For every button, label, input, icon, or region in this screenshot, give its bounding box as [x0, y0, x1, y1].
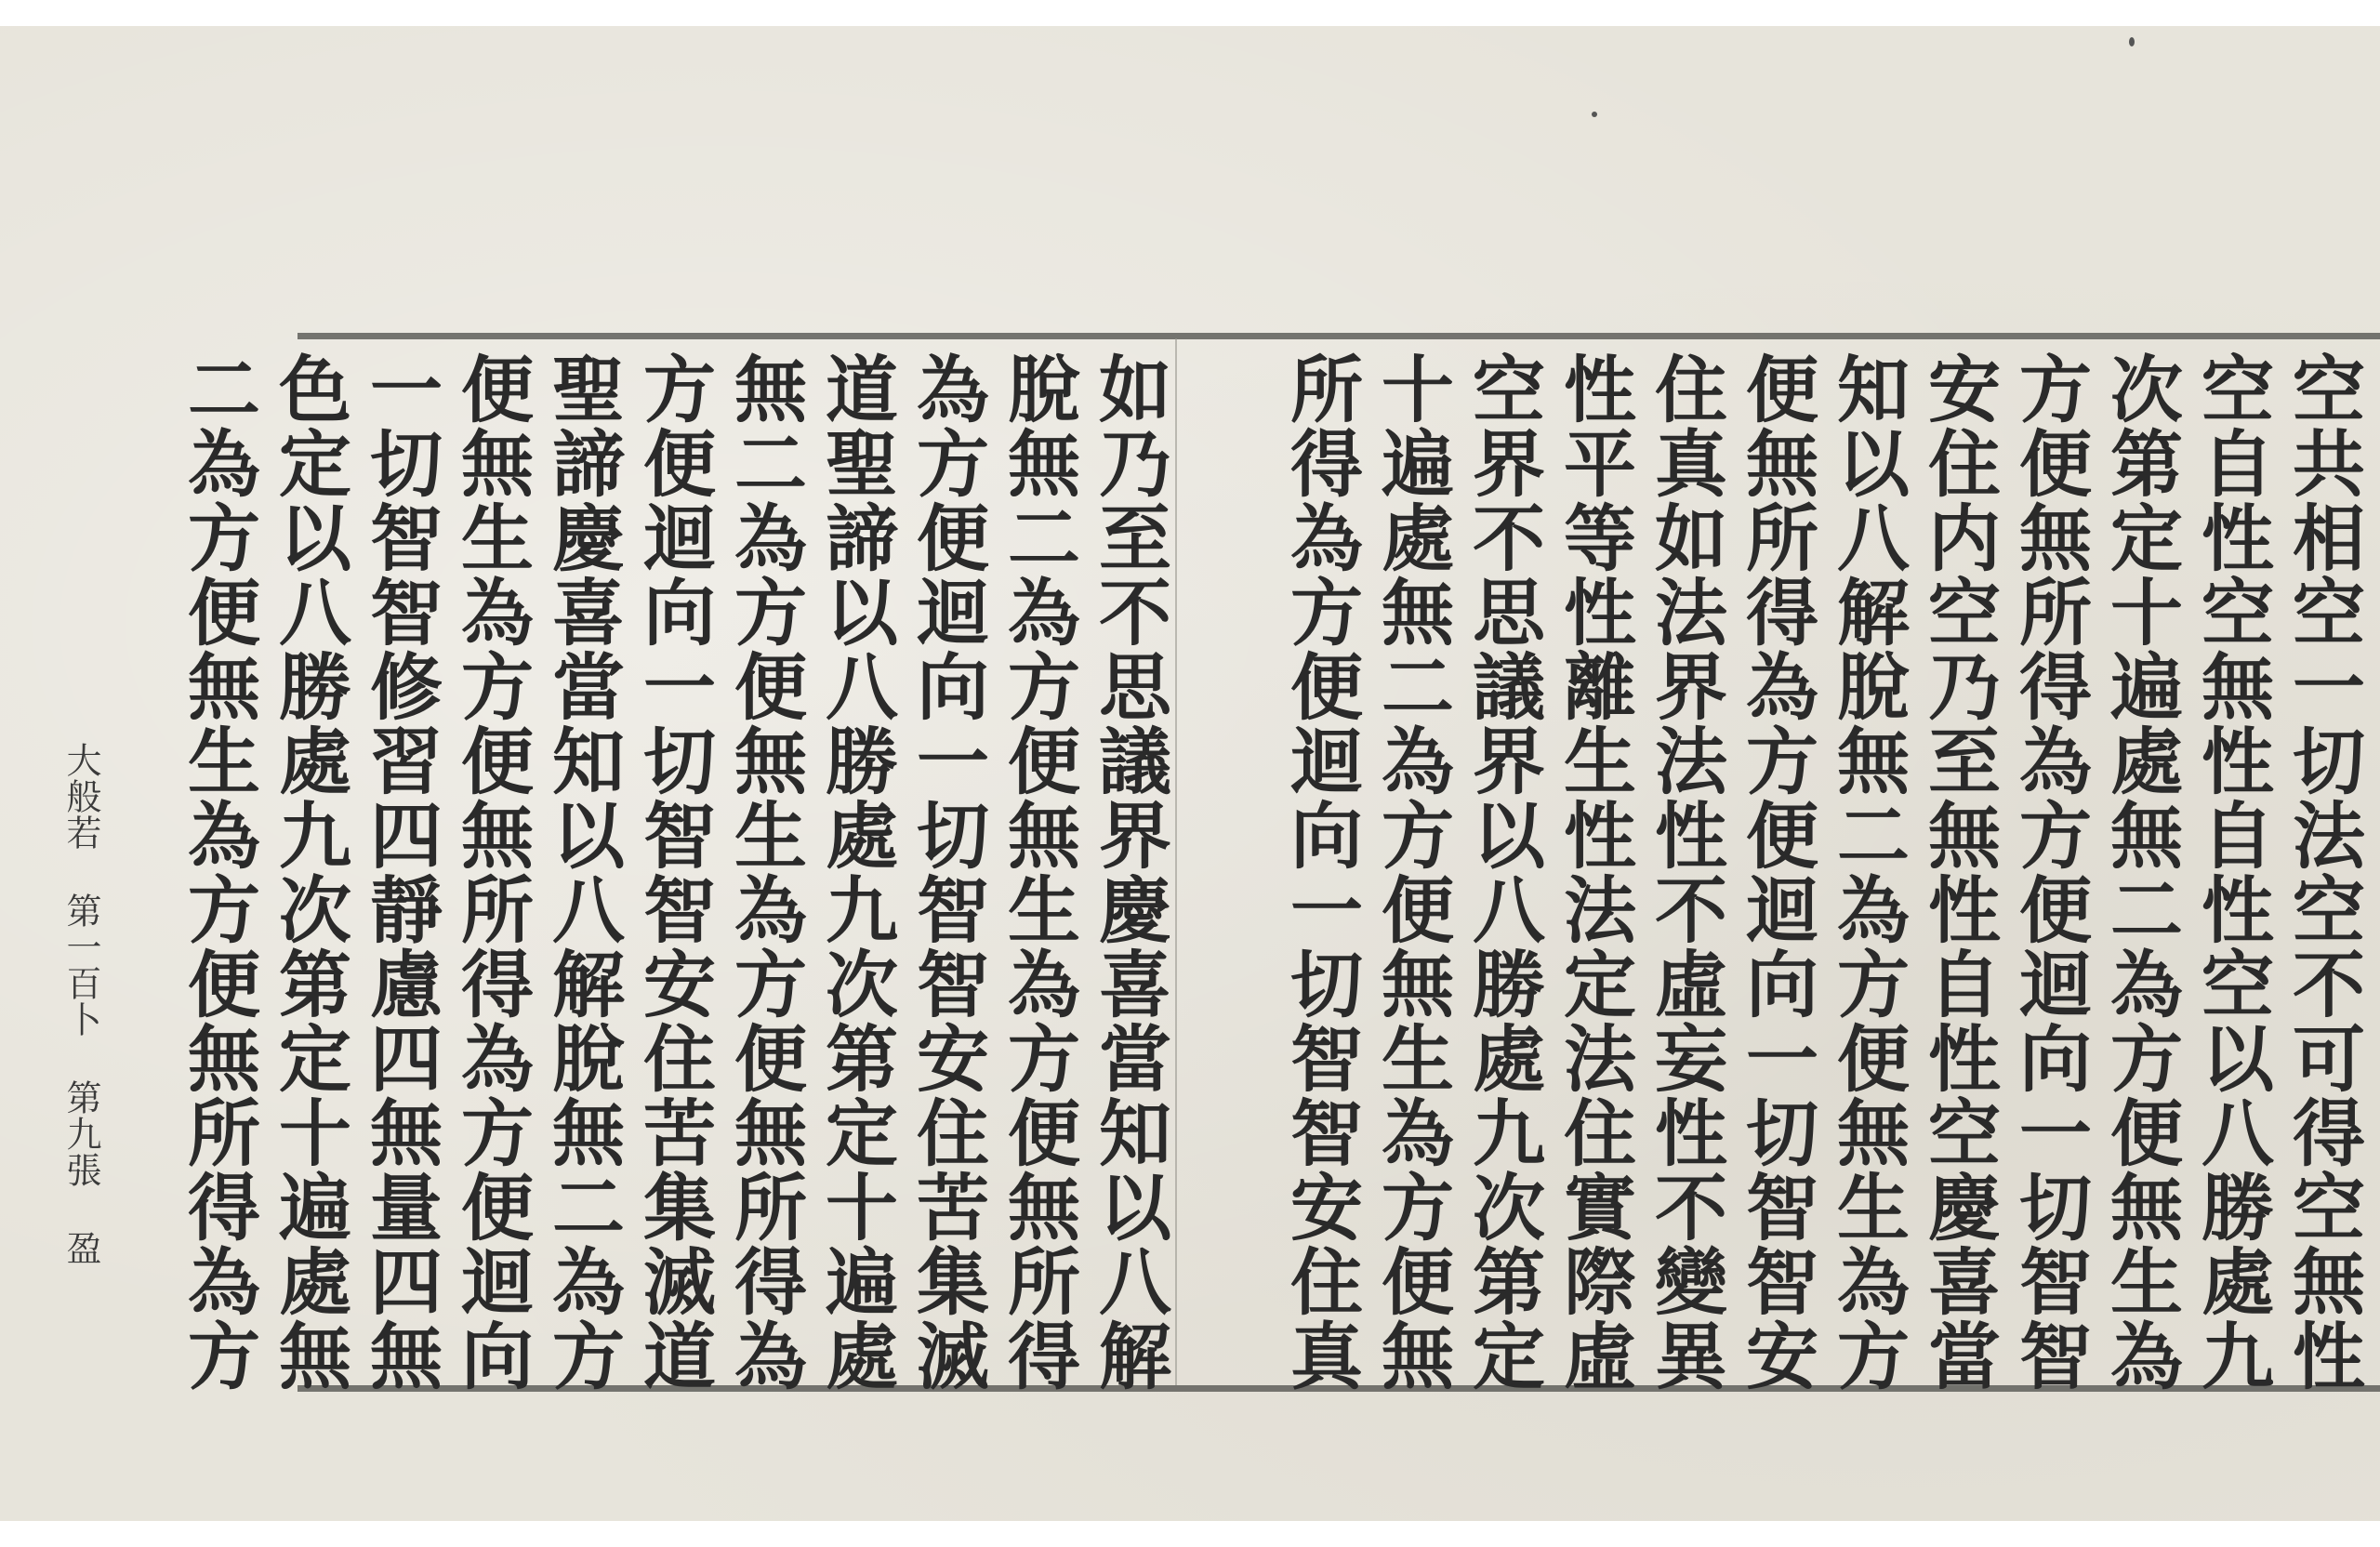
ink-speck — [2129, 37, 2135, 46]
text-column-19: 聖諦慶喜當知以八解脫無二為方 — [540, 351, 625, 1393]
text-column-23: 二為方便無生為方便無所得為方 — [176, 351, 260, 1393]
text-column-7: 便無所得為方便迴向一切智智安 — [1734, 351, 1818, 1393]
text-column-12: 所得為方便迴向一切智智安住真 — [1278, 351, 1363, 1393]
text-column-14: 脫無二為方便無生為方便無所得 — [996, 351, 1080, 1393]
marginal-note: 大般若 第一百卜 第九張 盈 — [60, 742, 101, 1266]
text-column-9: 性平等性離生性法定法住實際虛 — [1552, 351, 1636, 1393]
text-column-22: 色定以八勝處九次第定十遍處無 — [267, 351, 351, 1393]
frame-top-border — [298, 333, 2380, 339]
ink-speck — [1592, 112, 1597, 117]
text-column-4: 方便無所得為方便迴向一切智智 — [2007, 351, 2092, 1393]
text-column-10: 空界不思議界以八勝處九次第定 — [1461, 351, 1545, 1393]
text-column-18: 方便迴向一切智智安住苦集滅道 — [631, 351, 716, 1393]
text-column-3: 次第定十遍處無二為方便無生為 — [2098, 351, 2183, 1393]
text-column-21: 一切智智修習四靜慮四無量四無 — [358, 351, 443, 1393]
text-column-6: 知以八解脫無二為方便無生為方 — [1825, 351, 1910, 1393]
text-column-11: 十遍處無二為方便無生為方便無 — [1369, 351, 1454, 1393]
text-column-5: 安住内空乃至無性自性空慶喜當 — [1916, 351, 2001, 1393]
text-column-20: 便無生為方便無所得為方便迴向 — [449, 351, 534, 1393]
text-column-16: 道聖諦以八勝處九次第定十遍處 — [813, 351, 898, 1393]
text-column-8: 住真如法界法性不虛妄性不變異 — [1643, 351, 1727, 1393]
paper-sheet — [0, 26, 2380, 1521]
text-column-13: 如乃至不思議界慶喜當知以八解 — [1087, 351, 1171, 1393]
text-column-15: 為方便迴向一切智智安住苦集滅 — [905, 351, 989, 1393]
text-column-17: 無二為方便無生為方便無所得為 — [722, 351, 807, 1393]
text-column-2: 空自性空無性自性空以八勝處九 — [2189, 351, 2274, 1393]
text-column-1: 空共相空一切法空不可得空無性 — [2281, 351, 2365, 1393]
